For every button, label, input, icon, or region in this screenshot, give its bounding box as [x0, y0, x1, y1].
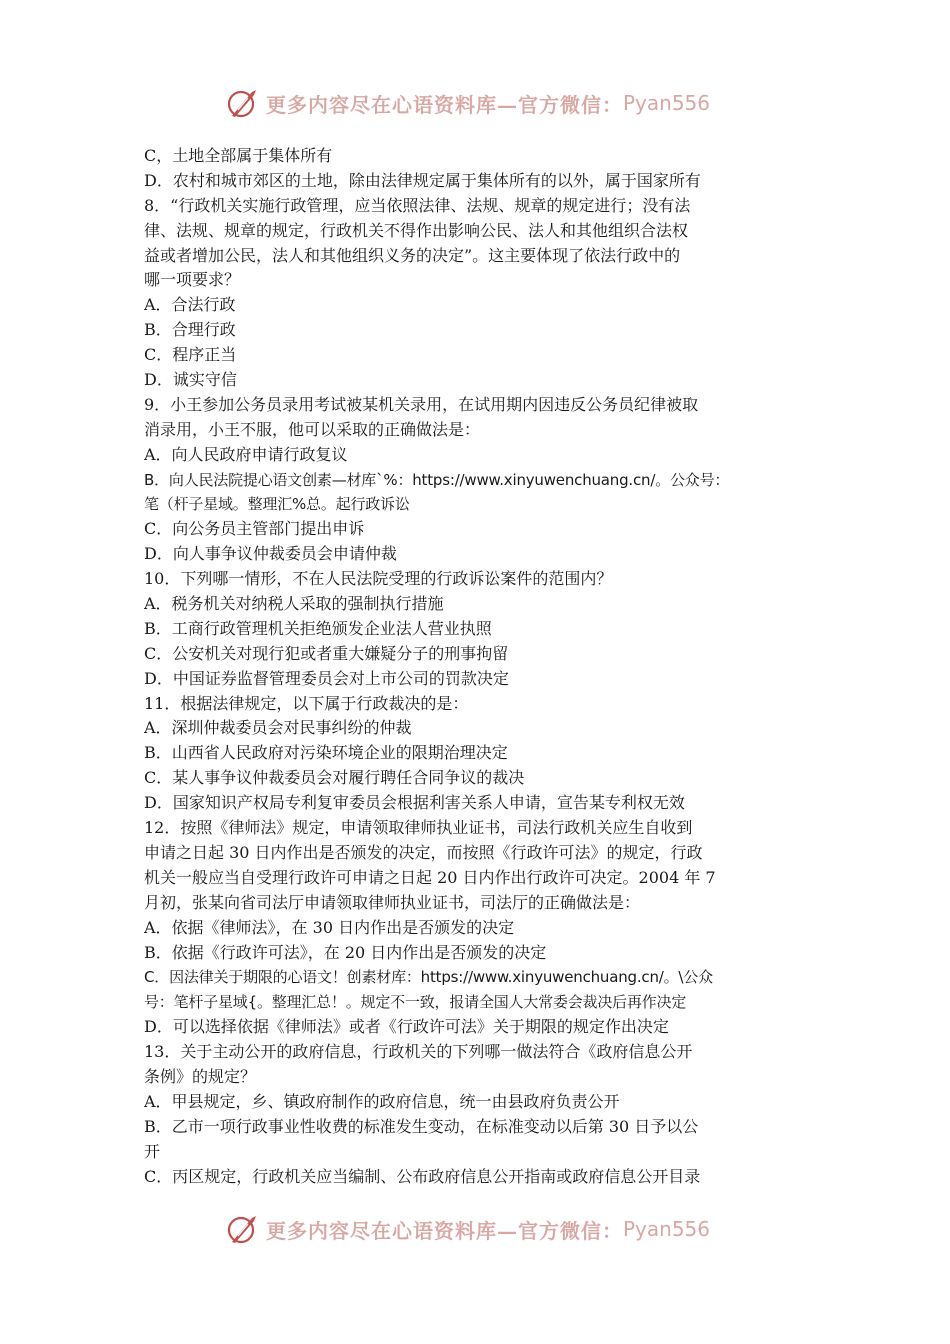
- option-line: B．合理行政: [144, 320, 236, 340]
- text-line: 律、法规、规章的规定，行政机关不得作出影响公民、法人和其他组织合法权: [144, 220, 689, 240]
- option-line: D．诚实守信: [144, 370, 237, 390]
- document-body: [144, 144, 814, 1189]
- question-line: 10．下列哪一情形，不在人民法院受理的行政诉讼案件的范围内？: [144, 569, 613, 589]
- text-line: 机关一般应当自受理行政许可申请之日起 20 日内作出行政许可决定。2004 年 7: [144, 867, 716, 887]
- text-line: 哪一项要求？: [144, 270, 241, 290]
- option-line: A．甲县规定，乡、镇政府制作的政府信息，统一由县政府负责公开: [144, 1091, 620, 1111]
- option-line: C．因法律关于期限的心语文！创素材库：https://www.xinyuwenchuang.cn/。\公众: [144, 968, 713, 987]
- option-line: A．税务机关对纳税人采取的强制执行措施: [144, 594, 444, 614]
- option-line: C．程序正当: [144, 345, 237, 365]
- text-line: 条例》的规定？: [144, 1066, 257, 1086]
- text-line: 益或者增加公民，法人和其他组织义务的决定”。这主要体现了依法行政中的: [144, 245, 681, 265]
- header-watermark-banner: [226, 86, 726, 120]
- option-line: D．可以选择依据《律师法》或者《行政许可法》关于期限的规定作出决定: [144, 1017, 669, 1037]
- feather-pen-logo-icon: [226, 1212, 260, 1246]
- question-line: 8．“行政机关实施行政管理，应当依照法律、法规、规章的规定进行；没有法: [144, 195, 691, 215]
- text-line: 笔（杆子星域。整理汇%总。起行政诉讼: [144, 495, 410, 514]
- feather-pen-logo-icon: [226, 86, 260, 120]
- option-line: B．向人民法院提心语文创素—材库`%：https://www.xinyuwenchuang.cn/。公众号：: [144, 470, 730, 489]
- question-line: 13．关于主动公开的政府信息，行政机关的下列哪一做法符合《政府信息公开: [144, 1042, 693, 1062]
- option-line: A．向人民政府申请行政复议: [144, 444, 348, 464]
- option-line: C．丙区规定，行政机关应当编制、公布政府信息公开指南或政府信息公开目录: [144, 1166, 701, 1186]
- watermark-text: 更多内容尽在心语资料库—官方微信：: [266, 1218, 623, 1243]
- option-line: A．合法行政: [144, 295, 236, 315]
- footer-watermark-banner: [226, 1212, 726, 1246]
- option-line: C．公安机关对现行犯或者重大嫌疑分子的刑事拘留: [144, 643, 509, 663]
- watermark-account: Pyan556: [623, 1217, 711, 1241]
- option-line: A．依据《律师法》，在 30 日内作出是否颁发的决定: [144, 917, 515, 937]
- option-line: D．国家知识产权局专利复审委员会根据利害关系人申请，宣告某专利权无效: [144, 793, 685, 813]
- question-line: 12．按照《律师法》规定，申请领取律师执业证书，司法行政机关应生自收到: [144, 818, 693, 838]
- option-line: C．向公务员主管部门提出申诉: [144, 519, 365, 539]
- question-line: 11．根据法律规定，以下属于行政裁决的是：: [144, 693, 469, 713]
- option-line: B．乙市一项行政事业性收费的标准发生变动，在标准变动以后第 30 日予以公: [144, 1116, 699, 1136]
- text-line: 消录用，小王不服，他可以采取的正确做法是：: [144, 419, 481, 439]
- option-line: B．依据《行政许可法》，在 20 日内作出是否颁发的决定: [144, 942, 547, 962]
- watermark-text: 更多内容尽在心语资料库—官方微信：: [266, 92, 623, 117]
- option-line: D．中国证券监督管理委员会对上市公司的罚款决定: [144, 668, 509, 688]
- option-line: A．深圳仲裁委员会对民事纠纷的仲裁: [144, 718, 412, 738]
- text-line: C，土地全部属于集体所有: [144, 146, 333, 165]
- text-line: 申请之日起 30 日内作出是否颁发的决定，而按照《行政许可法》的规定，行政: [144, 842, 703, 862]
- question-line: 9．小王参加公务员录用考试被某机关录用，在试用期内因违反公务员纪律被取: [144, 394, 699, 414]
- text-line: 月初，张某向省司法厅申请领取律师执业证书，司法厅的正确做法是：: [144, 892, 641, 912]
- text-line: 号：笔杆子星域{。整理汇总！。规定不一致，报请全国人大常委会裁决后再作决定: [144, 993, 687, 1012]
- text-line: 开: [144, 1141, 161, 1161]
- option-line: B．山西省人民政府对污染环境企业的限期治理决定: [144, 743, 508, 763]
- option-line: D．向人事争议仲裁委员会申请仲裁: [144, 544, 397, 564]
- watermark-account: Pyan556: [623, 91, 711, 115]
- option-line: C．某人事争议仲裁委员会对履行聘任合同争议的裁决: [144, 768, 525, 788]
- option-line: B．工商行政管理机关拒绝颁发企业法人营业执照: [144, 618, 492, 638]
- text-line: D．农村和城市郊区的土地，除由法律规定属于集体所有的以外，属于国家所有: [144, 170, 701, 190]
